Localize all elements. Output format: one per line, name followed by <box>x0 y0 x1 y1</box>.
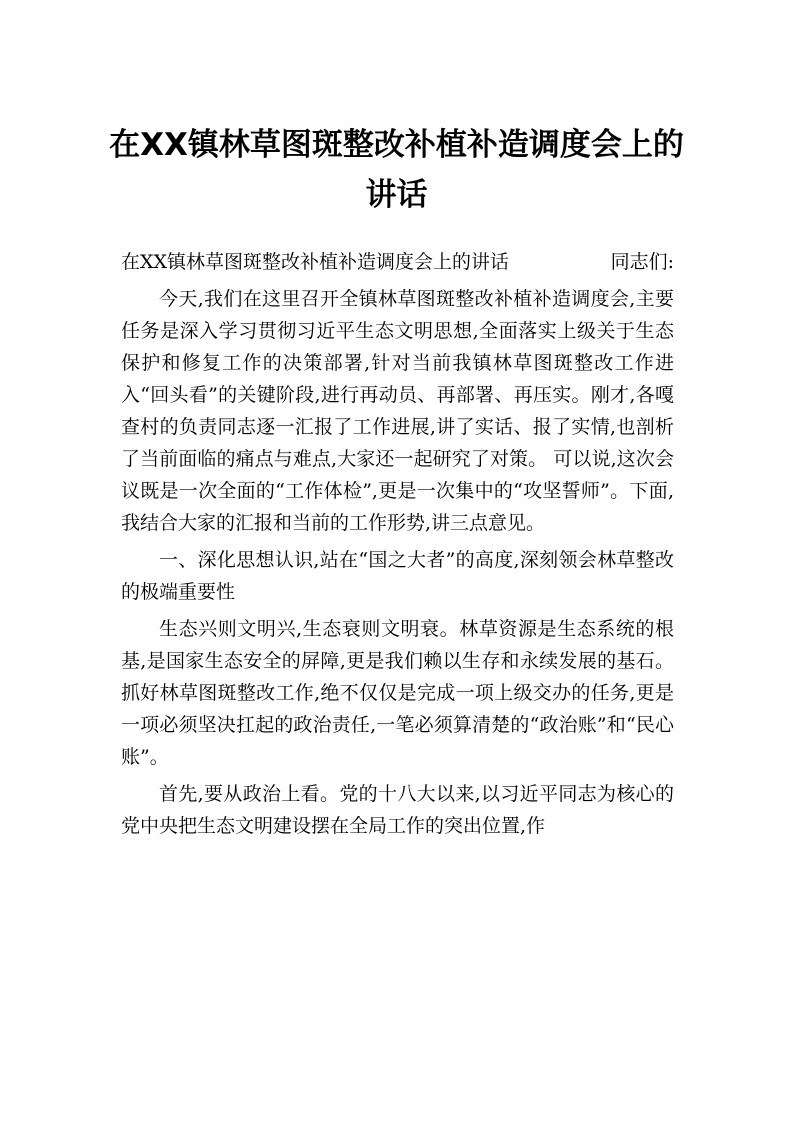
salutation: 同志们: <box>610 251 674 273</box>
document-body <box>121 246 674 847</box>
paragraph-2: 生态兴则文明兴,生态衰则文明衰。林草资源是生态系统的根基,是国家生态安全的屏障,更是我们赖以生存和永续发展的基石。抓好林草图斑整改工作,绝不仅仅是完成一项上级交办的任务,更是一项必须坚决扛起的政治责任,一笔必须算清楚的“政治账”和“民心账”。 <box>121 618 674 768</box>
intro-title: 在XX镇林草图斑整改补植补造调度会上的讲话 <box>121 251 510 273</box>
section-heading-1: 一、深化思想认识,站在“国之大者”的高度,深刻领会林草整改的极端重要性 <box>121 549 674 603</box>
paragraph-1: 今天,我们在这里召开全镇林草图斑整改补植补造调度会,主要任务是深入学习贯彻习近平生态文明思想,全面落实上级关于生态保护和修复工作的决策部署,针对当前我镇林草图斑整改工作进入“回头看”的关键阶段,进行再动员、再部署、再压实。刚才,各嘎查村的负责同志逐一汇报了工作进展,讲了实话、报了实情,也剖析了当前面临的痛点与难点,大家还一起研究了对策。 可以说,这次会议既是一次全面的“工作体检”,更是一次集中的“攻坚誓师”。下面,我结合大家的汇报和当前的工作形势,讲三点意见。 <box>121 288 674 534</box>
paragraph-3: 首先,要从政治上看。党的十八大以来,以习近平同志为核心的党中央把生态文明建设摆在全局工作的突出位置,作 <box>121 783 674 837</box>
document-title: 在XX镇林草图斑整改补植补造调度会上的讲话 <box>109 127 684 213</box>
intro-line <box>121 246 674 278</box>
